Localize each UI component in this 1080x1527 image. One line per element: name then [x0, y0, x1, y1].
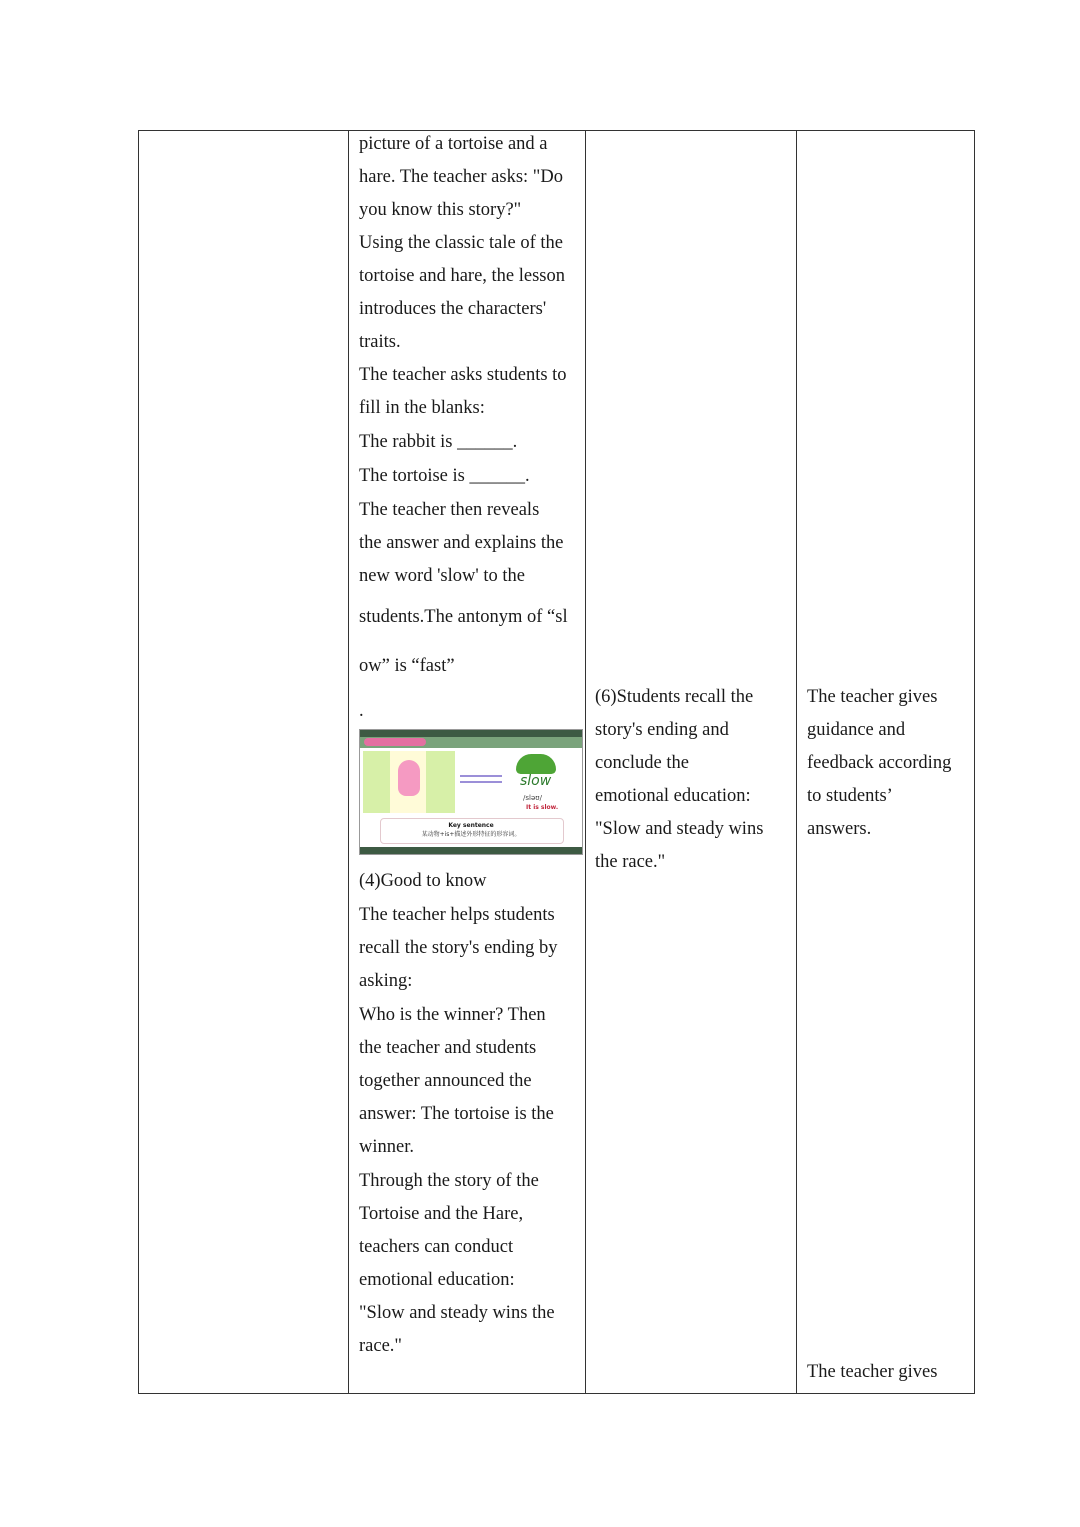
column-divider-2	[585, 131, 586, 1393]
text-line: to students’	[807, 786, 893, 806]
key-sentence-title: Key sentence	[448, 822, 494, 829]
stage-cell	[139, 131, 348, 1393]
text-line: picture of a tortoise and a	[359, 134, 548, 154]
text-line: The teacher gives	[807, 687, 938, 707]
text-line: Using the classic tale of the	[359, 233, 563, 253]
slide-word: slow	[520, 773, 552, 789]
text-line: The tortoise is ______.	[359, 466, 530, 486]
teacher-activity-cell	[359, 131, 585, 1393]
slide-example: It is slow.	[526, 804, 559, 811]
student-activity-cell	[595, 131, 795, 1393]
text-line: Through the story of the	[359, 1171, 539, 1191]
key-sentence-text: 某动物+is+描述外形特征的形容词。	[421, 831, 521, 838]
text-line: conclude the	[595, 753, 689, 773]
student-activity-text	[595, 681, 795, 879]
text-line: (4)Good to know	[359, 871, 487, 891]
lesson-slide-image	[359, 729, 583, 855]
slide-tag	[364, 738, 426, 746]
text-line: The teacher then reveals	[359, 500, 540, 520]
text-line: recall the story's ending by	[359, 938, 558, 958]
text-line: emotional education:	[595, 786, 751, 806]
text-line: introduces the characters'	[359, 299, 547, 319]
text-line: "Slow and steady wins	[595, 819, 764, 839]
arrow-icon	[460, 775, 502, 777]
text-line: teachers can conduct	[359, 1237, 514, 1257]
tortoise-illustration	[516, 754, 556, 774]
text-line: story's ending and	[595, 720, 729, 740]
arrow-icon	[460, 781, 502, 783]
text-line: Tortoise and the Hare,	[359, 1204, 524, 1224]
text-line: The rabbit is ______.	[359, 432, 518, 452]
text-line: (6)Students recall the	[595, 687, 754, 707]
feedback-bottom-line: The teacher gives	[807, 1362, 938, 1382]
text-line: guidance and	[807, 720, 906, 740]
text-line: together announced the	[359, 1071, 532, 1091]
text-line: winner.	[359, 1137, 414, 1157]
text-line: the race."	[595, 852, 666, 872]
text-line: The teacher asks students to	[359, 365, 567, 385]
slide-phonetic: /sləʊ/	[523, 794, 542, 802]
activity-block-1	[359, 128, 585, 593]
text-line: hare. The teacher asks: "Do	[359, 167, 563, 187]
slide-bottom-bar	[360, 847, 582, 854]
text-line: fill in the blanks:	[359, 398, 485, 418]
text-line: answer: The tortoise is the	[359, 1104, 554, 1124]
text-line: race."	[359, 1336, 402, 1356]
text-line: The teacher helps students	[359, 905, 555, 925]
feedback-text	[807, 681, 967, 846]
text-line: you know this story?"	[359, 200, 522, 220]
column-divider-3	[796, 131, 797, 1393]
rabbit-illustration	[398, 760, 420, 796]
text-line: emotional education:	[359, 1270, 515, 1290]
text-line: asking:	[359, 971, 413, 991]
lesson-table	[138, 130, 975, 1394]
text-line: the teacher and students	[359, 1038, 537, 1058]
text-line: Who is the winner? Then	[359, 1005, 546, 1025]
activity-block-2	[359, 865, 585, 1363]
text-line: .	[359, 701, 364, 721]
text-line: "Slow and steady wins the	[359, 1303, 555, 1323]
text-line: tortoise and hare, the lesson	[359, 266, 566, 286]
text-line: new word 'slow' to the	[359, 566, 525, 586]
text-line: the answer and explains the	[359, 533, 564, 553]
antonym-line-2: ow” is “fast”	[359, 656, 455, 676]
text-line: answers.	[807, 819, 872, 839]
feedback-cell	[807, 131, 967, 1393]
column-divider-1	[348, 131, 349, 1393]
text-line: feedback according	[807, 753, 952, 773]
antonym-line-1: students.The antonym of “sl	[359, 607, 568, 627]
text-line: traits.	[359, 332, 401, 352]
slide-top-bar	[360, 730, 582, 737]
